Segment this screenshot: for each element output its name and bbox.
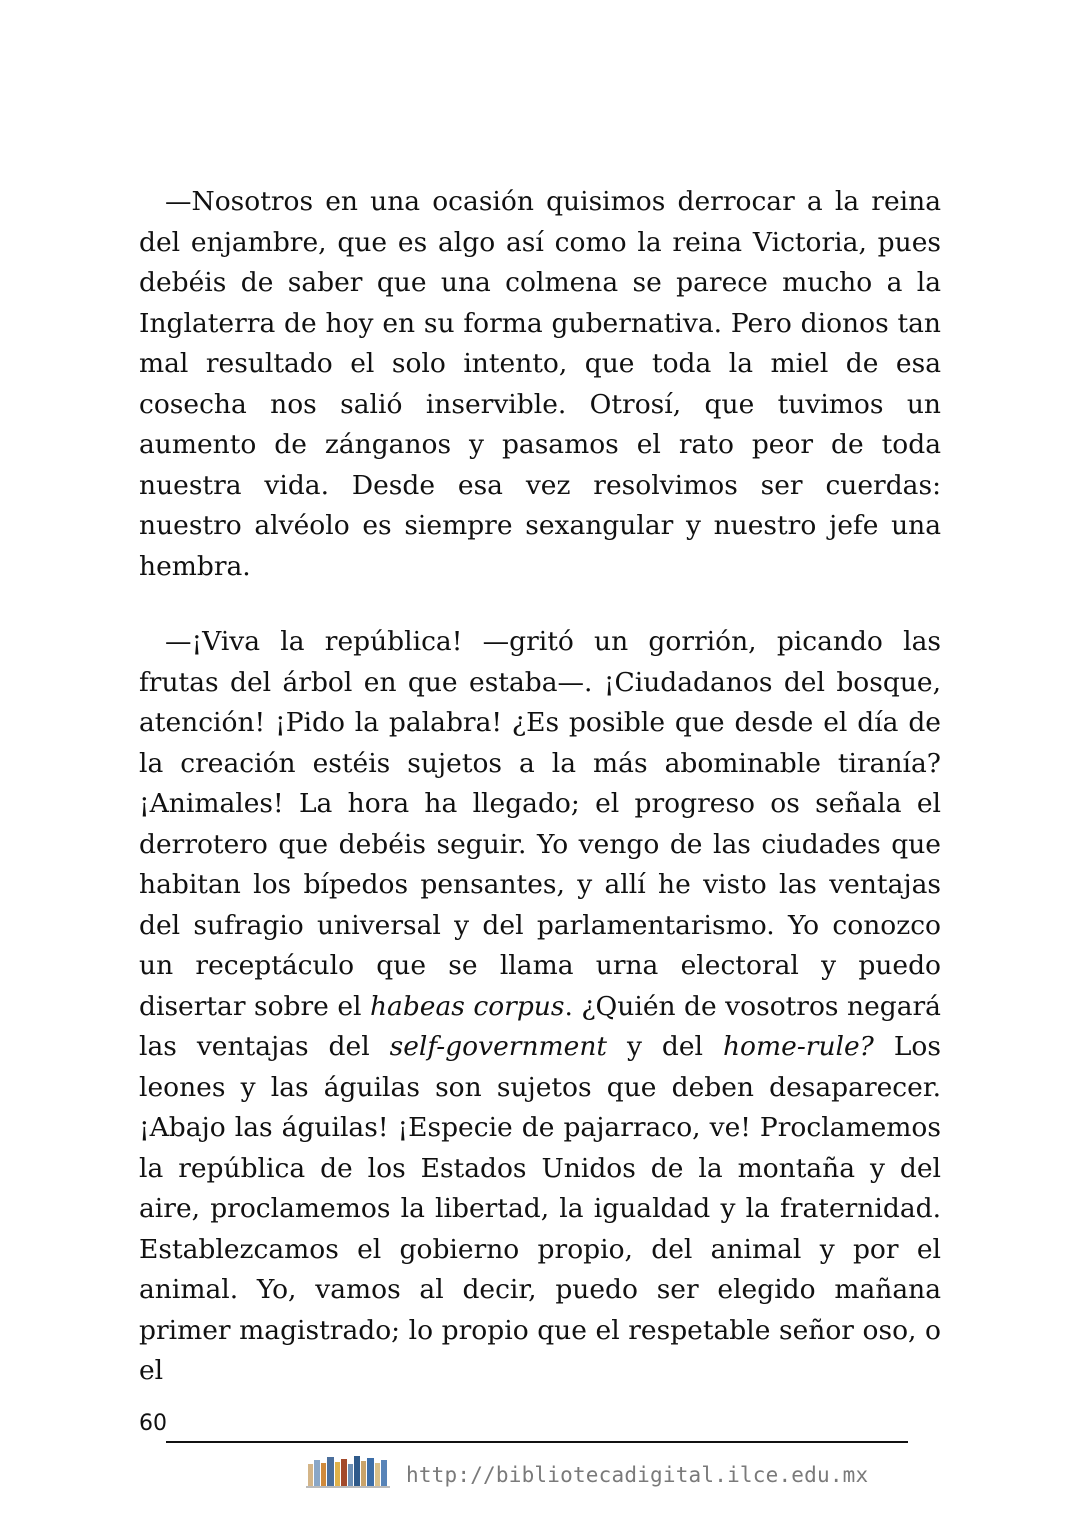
paragraph-text: —Nosotros en una ocasión quisimos derrocar a la reina del enjambre, que es algo así como la reina Victoria, pues debéis de saber que una colmena se parece mucho a la Inglaterra de hoy en su forma gubernativa. Pero dionos tan mal resultado el solo intento, que toda la miel de esa cosecha nos salió inservible. Otrosí, que tuvimos un aumento de zánganos y pasamos el rato peor de toda nuestra vida. Desde esa vez resolvimos ser cuerdas: nuestro alvéolo es siempre sexangular y nuestro jefe una hembra. (139, 186, 941, 582)
paragraph-bees (139, 182, 941, 587)
italic-term: home-rule? (722, 1031, 874, 1062)
paragraph-text: Los leones y las águilas son sujetos que deben desaparecer. ¡Abajo las águilas! ¡Especie de pajarraco, ve! Proclamemos la república de los Estados Unidos de la montaña y del aire, proclamemos la libertad, la igualdad y la fraternidad. Establezcamos el gobierno propio, del animal y por el animal. Yo, vamos al decir, puedo ser elegido mañana primer magistrado; lo propio que el respetable señor oso, o el (139, 1031, 941, 1386)
paragraph-sparrow (139, 622, 941, 1392)
italic-term: self-government (389, 1031, 608, 1062)
books-logo-icon (306, 1454, 392, 1488)
body-text (139, 182, 941, 1392)
page-number: 60 (139, 1411, 167, 1436)
paragraph-text: . ¿Quién de vosotros negará las ventajas del (139, 990, 941, 1062)
paragraph-text: y del (607, 1031, 723, 1062)
italic-term: habeas corpus (369, 990, 565, 1022)
footer-divider (166, 1441, 908, 1443)
footer-url-link[interactable]: http://bibliotecadigital.ilce.edu.mx (406, 1463, 869, 1487)
paragraph-text: —¡Viva la república! —gritó un gorrión, picando las frutas del árbol en que estaba—. ¡Ciudadanos del bosque, atención! ¡Pido la palabra! ¿Es posible que desde el día de la creación estéis sujetos a la más abominable tiranía? ¡Animales! La hora ha llegado; el progreso os señala el derrotero que debéis seguir. Yo vengo de las ciudades que habitan los bípedos pensantes, y allí he visto las ventajas del sufragio universal y del parlamentarismo. Yo conozco un receptáculo que se llama urna electoral y puedo disertar sobre el (139, 626, 941, 1022)
